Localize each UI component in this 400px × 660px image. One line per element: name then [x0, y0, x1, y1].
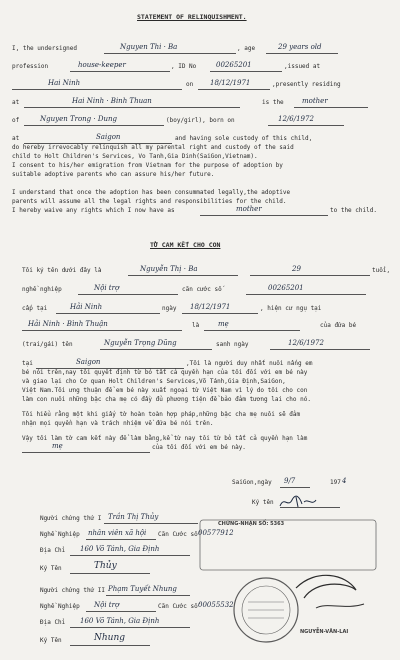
date-year-label: 197 — [330, 479, 341, 486]
stamp-header: CHỨNG-NHẬN SỐ: 5363 — [218, 521, 285, 527]
vn-child-name-label: (trai/gái) tên — [22, 341, 73, 348]
vn-id-label: căn cước số — [182, 286, 222, 293]
vn-la-label: là — [192, 322, 200, 329]
hw-vn-waive-as: mẹ — [52, 442, 63, 450]
born-on-underline — [268, 125, 344, 126]
en-custody-text: and having sole custody of this child, — [175, 135, 313, 142]
hw-vn-job: Nội trợ — [94, 284, 120, 292]
vn-issued-on-underline — [182, 313, 258, 314]
en-para2-line2: parents will assume all the legal rights and responsibilities for the child. — [12, 198, 287, 205]
hw-vn-age: 29 — [292, 265, 301, 273]
vn-job-underline — [78, 294, 178, 295]
vn-relation-underline — [204, 330, 300, 331]
vn-para1-line4: Việt Nam.Tôi ưng thuận để em bé này xuất ngoại từ Việt Nam vì lý do tôi cho con — [22, 387, 308, 394]
profession-underline — [70, 71, 170, 72]
signer-underline — [280, 507, 340, 508]
en-para1-line4: I consent to his/her emigration from Vietnam for the purpose of adoption by — [12, 162, 283, 169]
hw-vn-born-at: Saigon — [76, 358, 101, 366]
en-born-at-label: at — [12, 135, 20, 142]
hw-born-on: 12/6/1972 — [278, 115, 314, 123]
en-at-label: at — [12, 99, 20, 106]
en-line1-label: I, the undersigned — [12, 45, 78, 52]
age-underline — [266, 53, 338, 54]
en-line2-label: profession — [12, 63, 49, 70]
hw-witness1-name: Trần Thị Thủy — [108, 513, 159, 521]
witness2-job-label: Nghề Nghiệp — [40, 603, 80, 610]
hw-witness1-id: 00577912 — [198, 529, 234, 537]
hw-vn-id: 00265201 — [268, 284, 304, 292]
hw-vn-issued-at: Hải Ninh — [70, 303, 103, 311]
vn-waive-underline — [22, 452, 150, 453]
vn-child-of-label: của đứa bé — [320, 322, 357, 329]
stamp-official-name: NGUYỄN-VĂN-LAI — [300, 629, 349, 635]
witness1-job-underline — [86, 539, 156, 540]
vn-title: TỜ CAM KẾT CHO CON — [150, 241, 221, 249]
vn-age-label: tuổi, — [372, 267, 391, 274]
en-born-on-label: (boy/girl), born on — [166, 117, 235, 124]
hw-born-at: Saigon — [96, 133, 121, 141]
hw-witness1-addr: 160 Võ Tánh, Gia Định — [80, 545, 160, 553]
hw-age: 29 years old — [278, 43, 322, 51]
waive-underline — [200, 215, 328, 216]
relation-underline — [294, 107, 368, 108]
residing-underline — [24, 107, 240, 108]
vn-child-name-underline — [100, 349, 212, 350]
name-underline — [104, 53, 236, 54]
vn-age-underline — [250, 275, 370, 276]
hw-witness2-name: Phạm Tuyết Nhung — [108, 585, 177, 593]
witness2-sign-label: Ký Tên — [40, 637, 62, 644]
hw-vn-born-on: 12/6/1972 — [288, 339, 324, 347]
vn-id-underline — [246, 294, 366, 295]
vn-para1-line2: bé nói trên,nay tôi quyết định từ bỏ tất cả quyền hạn của tôi đối với em bé này — [22, 369, 308, 376]
en-on-label: on — [186, 81, 194, 88]
en-residing-label: ,presently residing — [272, 81, 341, 88]
hw-relation: mother — [302, 97, 328, 105]
en-para2-line3: I hereby waive any rights which I now have as — [12, 207, 175, 214]
child-name-underline — [24, 125, 164, 126]
vn-para1-line5: làm con nuôi những bậc cha mẹ có đầy đủ phương tiện để bảo đảm tương lai cho nó. — [22, 396, 311, 403]
en-line1-age-label: , age — [237, 45, 256, 52]
hw-id: 00265201 — [216, 61, 252, 69]
date-day-underline — [280, 487, 310, 488]
en-issued-label: ,issued at — [284, 63, 321, 70]
hw-witness2-signature: Nhung — [94, 633, 126, 643]
issued-on-underline — [198, 89, 270, 90]
id-underline — [210, 71, 282, 72]
vn-born-at-label: tại — [22, 360, 33, 367]
witness1-sign-underline — [70, 573, 150, 574]
vn-born-date-label: sanh ngày — [216, 341, 249, 348]
hw-date-day: 9/7 — [284, 477, 296, 485]
vn-para3-line2-end: của tôi đối với em bé này. — [152, 444, 246, 451]
en-para2-line1: I understand that once the adoption has been consummated legally,the adoptive — [12, 189, 291, 196]
en-of-label: of — [12, 117, 20, 124]
hw-vn-child-name: Nguyễn Trọng Dũng — [104, 339, 177, 347]
official-stamp-seal — [196, 518, 380, 648]
vn-para2-line2: nhận mọi quyền hạn và trách nhiệm về đứa bé nói trên. — [22, 420, 214, 427]
hw-residing: Hai Ninh · Binh Thuan — [72, 97, 152, 105]
witness2-sign-underline — [70, 645, 150, 646]
witness2-id-label: Căn Cước số — [158, 603, 198, 610]
vn-issued-underline — [56, 313, 160, 314]
witness1-job-label: Nghề Nghiệp — [40, 531, 80, 538]
witness1-name-underline — [104, 523, 198, 524]
hw-issued-at: Hai Ninh — [48, 79, 81, 87]
vn-line1-label: Tôi ký tên dưới đây là — [22, 267, 102, 274]
en-para1-line5: suitable adoptive parents who can assure his/her future. — [12, 171, 215, 178]
en-para1-line3: child to Holt Children's Services, Vo Tanh,Gia Dinh(SaiGon,Vietnam). — [12, 153, 258, 160]
issued-at-underline — [12, 89, 182, 90]
hw-child-name: Nguyen Trong · Dung — [40, 115, 117, 123]
witness1-id-label: Căn Cước số — [158, 531, 198, 538]
hw-vn-issued-on: 18/12/1971 — [190, 303, 231, 311]
hw-waive-as: mother — [236, 205, 262, 213]
witness2-addr-underline — [70, 627, 190, 628]
en-id-label: , ID No — [171, 63, 197, 70]
vn-custody-text: ,Tôi là người duy nhất nuôi nấng em — [186, 360, 313, 367]
hw-witness1-job: nhân viên xã hội — [88, 529, 147, 537]
date-place-label: SaiGon,ngày — [232, 479, 272, 486]
witness1-label: Người chứng thứ I — [40, 515, 102, 522]
hw-witness1-signature: Thủy — [94, 561, 117, 571]
witness1-addr-underline — [70, 555, 190, 556]
vn-para3-line1: Vậy tôi làm tờ cam kết này để làm bằng,kể từ nay tôi từ bỏ tất cả quyền hạn làm — [22, 435, 308, 442]
hw-vn-name: Nguyễn Thị · Ba — [140, 265, 198, 273]
hw-issued-on: 18/12/1971 — [210, 79, 251, 87]
hw-witness2-id: 00055532 — [198, 601, 234, 609]
hw-profession: house-keeper — [78, 61, 126, 69]
vn-date-label: ngày — [162, 305, 177, 312]
witness2-job-underline — [86, 611, 156, 612]
en-is-the-label: is the — [262, 99, 284, 106]
vn-born-date-underline — [270, 349, 370, 350]
hw-date-year: 4 — [342, 477, 347, 485]
hw-witness2-addr: 160 Võ Tánh, Gia Định — [80, 617, 160, 625]
statement-title: STATEMENT OF RELINQUISHMENT. — [137, 13, 247, 21]
witness1-addr-label: Địa Chỉ — [40, 547, 66, 554]
hw-witness2-job: Nội trợ — [94, 601, 120, 609]
hw-vn-residing: Hải Ninh · Bình Thuận — [28, 320, 108, 328]
hw-name: Nguyen Thi · Ba — [120, 43, 178, 51]
vn-job-label: nghề nghiệp — [22, 286, 62, 293]
vn-para1-line3: và giao lại cho Cơ quan Holt Children's Services,Võ Tánh,Gia Định,SaiGon, — [22, 378, 286, 385]
witness2-addr-label: Địa Chỉ — [40, 619, 66, 626]
signer-sign-label: Ký tên — [252, 499, 274, 506]
witness2-label: Người chứng thứ II — [40, 587, 106, 594]
hw-vn-relation: mẹ — [218, 320, 229, 328]
vn-issued-label: cấp tại — [22, 305, 48, 312]
witness1-sign-label: Ký Tên — [40, 565, 62, 572]
vn-residing-underline — [22, 330, 182, 331]
vn-para2-line1: Tôi hiểu rằng một khi giấy tờ hoàn toàn hợp pháp,những bậc cha mẹ nuôi sẽ đảm — [22, 411, 301, 418]
en-para2-line3-end: to the child. — [330, 207, 377, 214]
vn-residing-label: , hiện cư ngụ tại — [260, 305, 322, 312]
en-para1-line2: do hereby irrevocably relinquish all my parental right and custody of the said — [12, 144, 294, 151]
witness2-name-underline — [106, 595, 190, 596]
vn-name-underline — [128, 275, 238, 276]
